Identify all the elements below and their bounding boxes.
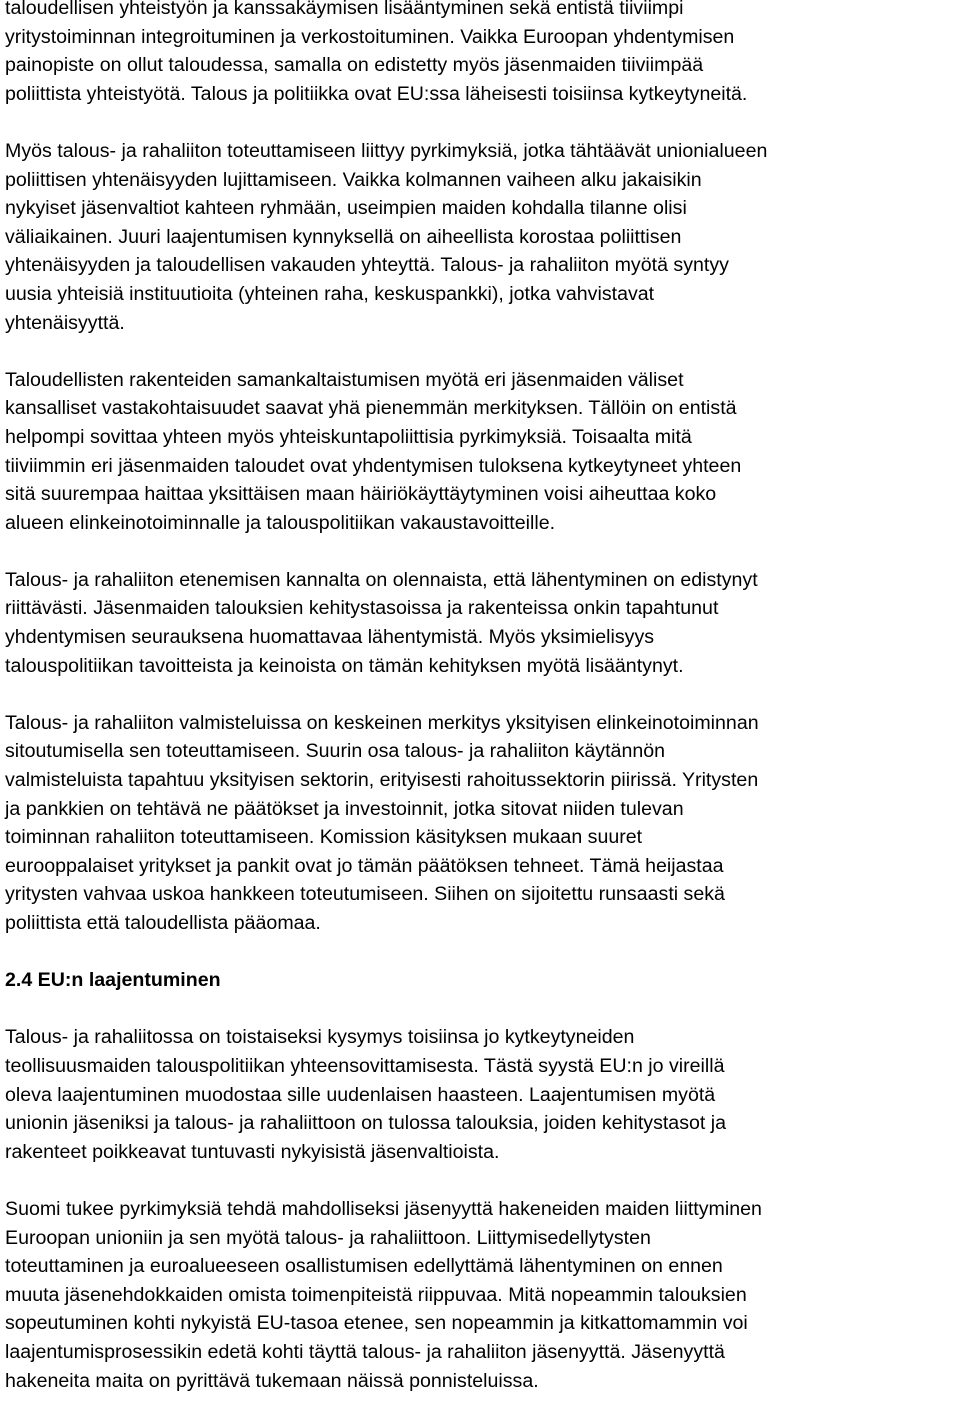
text-line: Myös talous- ja rahaliiton toteuttamiseen liittyy pyrkimyksiä, jotka tähtäävät unionialueen [5, 139, 768, 162]
text-line: yritystoiminnan integroituminen ja verkostoituminen. Vaikka Euroopan yhdentymisen [5, 25, 735, 48]
text-line: väliaikainen. Juuri laajentumisen kynnyksellä on aiheellista korostaa poliittisen [5, 225, 682, 248]
text-line: nykyiset jäsenvaltiot kahteen ryhmään, useimpien maiden kohdalla tilanne olisi [5, 197, 687, 220]
text-line: kansalliset vastakohtaisuudet saavat yhä pienemmän merkityksen. Tällöin on entistä [5, 397, 737, 420]
text-line: poliittisen yhtenäisyyden lujittamiseen. Vaikka kolmannen vaiheen alku jakaisikin [5, 168, 702, 191]
text-line: hakeneita maita on pyrittävä tukemaan näissä ponnisteluissa. [5, 1369, 539, 1392]
text-line: poliittista yhteistyötä. Talous ja politiikka ovat EU:ssa läheisesti toisiinsa kytkeytyneitä. [5, 82, 748, 105]
text-line: muuta jäsenehdokkaiden omista toimenpiteistä riippuvaa. Mitä nopeammin talouksien [5, 1283, 747, 1306]
text-line: ja pankkien on tehtävä ne päätökset ja investoinnit, jotka sitovat niiden tulevan [5, 797, 684, 820]
text-line: alueen elinkeinotoiminnalle ja talouspolitiikan vakaustavoitteille. [5, 511, 556, 534]
text-line: oleva laajentuminen muodostaa sille uudenlaisen haasteen. Laajentumisen myötä [5, 1083, 716, 1106]
text-line: helpompi sovittaa yhteen myös yhteiskuntapoliittisia pyrkimyksiä. Toisaalta mitä [5, 425, 692, 448]
text-line: sopeutuminen kohti nykyistä EU-tasoa etenee, sen nopeammin ja kitkattomammin voi [5, 1312, 748, 1335]
text-line: yhtenäisyyden ja taloudellisen vakauden yhteyttä. Talous- ja rahaliiton myötä syntyy [5, 254, 729, 277]
document-page [5, 0, 960, 1424]
text-line: Suomi tukee pyrkimyksiä tehdä mahdolliseksi jäsenyyttä hakeneiden maiden liittyminen [5, 1197, 762, 1220]
text-line: yritysten vahvaa uskoa hankkeen toteutumiseen. Siihen on sijoitettu runsaasti sekä [5, 883, 725, 906]
paragraph-economic-structures [5, 366, 960, 538]
text-line: eurooppalaiset yritykset ja pankit ovat jo tämän päätöksen tehneet. Tämä heijastaa [5, 854, 724, 877]
text-line: toiminnan rahaliiton toteuttamiseen. Komission käsityksen mukaan suuret [5, 826, 643, 849]
text-line: painopiste on ollut taloudessa, samalla on edistetty myös jäsenmaiden tiiviimpää [5, 54, 704, 77]
text-line: valmisteluista tapahtuu yksityisen sektorin, erityisesti rahoitussektorin piirissä. Yritysten [5, 769, 759, 792]
text-line: rakenteet poikkeavat tuntuvasti nykyisistä jäsenvaltioista. [5, 1140, 500, 1163]
text-line: unionin jäseniksi ja talous- ja rahaliittoon on tulossa talouksia, joiden kehitystasot ja [5, 1112, 727, 1135]
text-line: laajentumisprosessikin edetä kohti täyttä talous- ja rahaliiton jäsenyyttä. Jäsenyyttä [5, 1340, 725, 1363]
paragraph-convergence [5, 566, 960, 680]
section-heading: 2.4 EU:n laajentuminen [5, 969, 221, 992]
text-line: riittävästi. Jäsenmaiden talouksien kehitystasoissa ja rakenteissa onkin tapahtunut [5, 597, 719, 620]
text-line: Talous- ja rahaliiton etenemisen kannalta on olennaista, että lähentyminen on edistynyt [5, 568, 758, 591]
paragraph-private-sector [5, 709, 960, 938]
text-line: yhdentymisen seurauksena huomattavaa lähentymistä. Myös yksimielisyys [5, 626, 655, 649]
text-line: sitä suurempaa haittaa yksittäisen maan häiriökäyttäytyminen voisi aiheuttaa koko [5, 483, 717, 506]
text-line: Taloudellisten rakenteiden samankaltaistumisen myötä eri jäsenmaiden väliset [5, 368, 684, 391]
paragraph-political-unity [5, 137, 960, 337]
text-line: Talous- ja rahaliitossa on toistaiseksi kysymys toisiinsa jo kytkeytyneiden [5, 1026, 635, 1049]
text-line: Talous- ja rahaliiton valmisteluissa on keskeinen merkitys yksityisen elinkeinotoiminnan [5, 711, 759, 734]
text-line: uusia yhteisiä instituutioita (yhteinen raha, keskuspankki), jotka vahvistavat [5, 282, 655, 305]
text-line: sitoutumisella sen toteuttamiseen. Suurin osa talous- ja rahaliiton käytännön [5, 740, 666, 763]
paragraph-intro-continuation [5, 0, 960, 108]
paragraph-enlargement-challenge [5, 1023, 960, 1166]
text-line: talouspolitiikan tavoitteista ja keinoista on tämän kehityksen myötä lisääntynyt. [5, 654, 684, 677]
text-line: tiiviimmin eri jäsenmaiden taloudet ovat yhdentymisen tuloksena kytkeytyneet yhteen [5, 454, 742, 477]
text-line: teollisuusmaiden talouspolitiikan yhteensovittamisesta. Tästä syystä EU:n jo vireillä [5, 1054, 725, 1077]
paragraph-finland-support [5, 1195, 960, 1395]
text-line: taloudellisen yhteistyön ja kanssakäymisen lisääntyminen sekä entistä tiiviimpi [5, 0, 684, 19]
text-line: Euroopan unioniin ja sen myötä talous- ja rahaliittoon. Liittymisedellytysten [5, 1226, 651, 1249]
text-line: poliittista että taloudellista pääomaa. [5, 912, 321, 934]
text-line: toteuttaminen ja euroalueeseen osallistumisen edellyttämä lähentyminen on ennen [5, 1255, 723, 1278]
text-line: yhtenäisyyttä. [5, 311, 125, 334]
